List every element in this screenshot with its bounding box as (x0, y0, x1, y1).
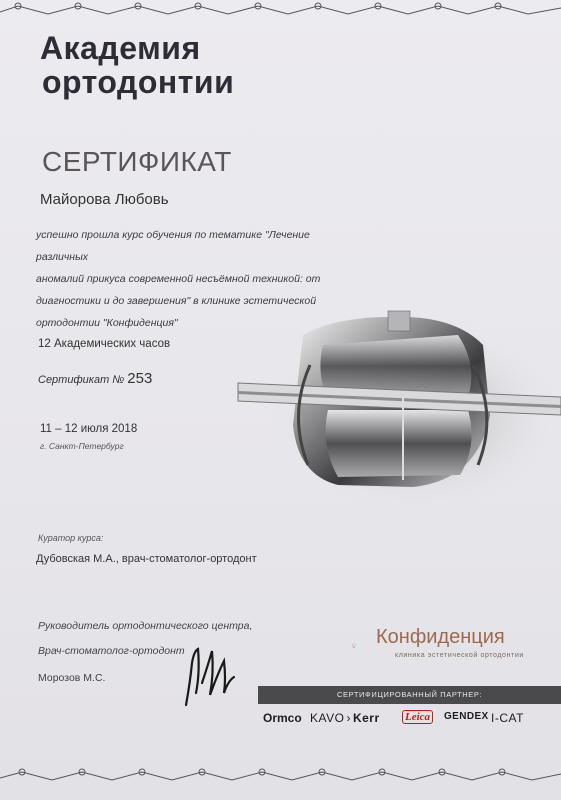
kavo-kerr-logo (310, 711, 380, 725)
academy-title-line1: Академия (40, 30, 201, 66)
logo-separator: › (346, 711, 351, 725)
kavo-logo: KAVO (310, 711, 345, 725)
academy-title (40, 32, 234, 98)
certified-partner-bar (258, 686, 561, 704)
certificate-number-label: Сертификат № (38, 374, 125, 386)
head-position-line1: Руководитель ортодонтического центра, (38, 620, 253, 632)
description-line: аномалий прикуса современной несъёмной техникой: от (36, 273, 321, 285)
certificate-number-value: 253 (127, 370, 153, 387)
top-chain-border (0, 0, 561, 24)
ormco-logo: Ormco (263, 711, 302, 725)
kerr-logo: Kerr (352, 711, 380, 725)
recipient-name: Майорова Любовь (40, 191, 169, 208)
head-position-line2: Врач-стоматолог-ортодонт (38, 645, 185, 657)
course-dates: 11 – 12 июля 2018 (40, 423, 138, 435)
description-line: успешно прошла курс обучения по тематике "Лечение различных (36, 229, 310, 263)
clinic-subtitle: клиника эстетической ортодонтии (395, 652, 524, 659)
icat-logo: I-CAT (491, 711, 524, 725)
description-line: ортодонтии "Конфиденция" (36, 317, 178, 329)
head-name: Морозов М.С. (38, 672, 106, 684)
bottom-chain-border (0, 764, 561, 788)
leica-logo: Leica (402, 710, 433, 724)
partner-logos (258, 708, 561, 728)
course-city: г. Санкт-Петербург (40, 441, 124, 451)
curator-name: Дубовская М.А., врач-стоматолог-ортодонт (36, 553, 257, 565)
academic-hours: 12 Академических часов (38, 338, 171, 350)
description-line: диагностики и до завершения" в клинике эстетической (36, 295, 317, 307)
certified-partner-label: СЕРТИФИЦИРОВАННЫЙ ПАРТНЕР: (336, 690, 483, 699)
clinic-name: Конфиденция (376, 626, 505, 648)
clinic-logo-mark (352, 626, 376, 666)
certificate-heading: СЕРТИФИКАТ (42, 146, 232, 177)
certificate-number (38, 370, 152, 387)
handwritten-signature (178, 643, 238, 709)
curator-label: Куратор курса: (38, 533, 104, 543)
academy-title-line2: ортодонтии (42, 64, 235, 100)
orthodontic-bracket-illustration (228, 305, 561, 515)
gendex-logo: GENDEX (444, 711, 489, 722)
